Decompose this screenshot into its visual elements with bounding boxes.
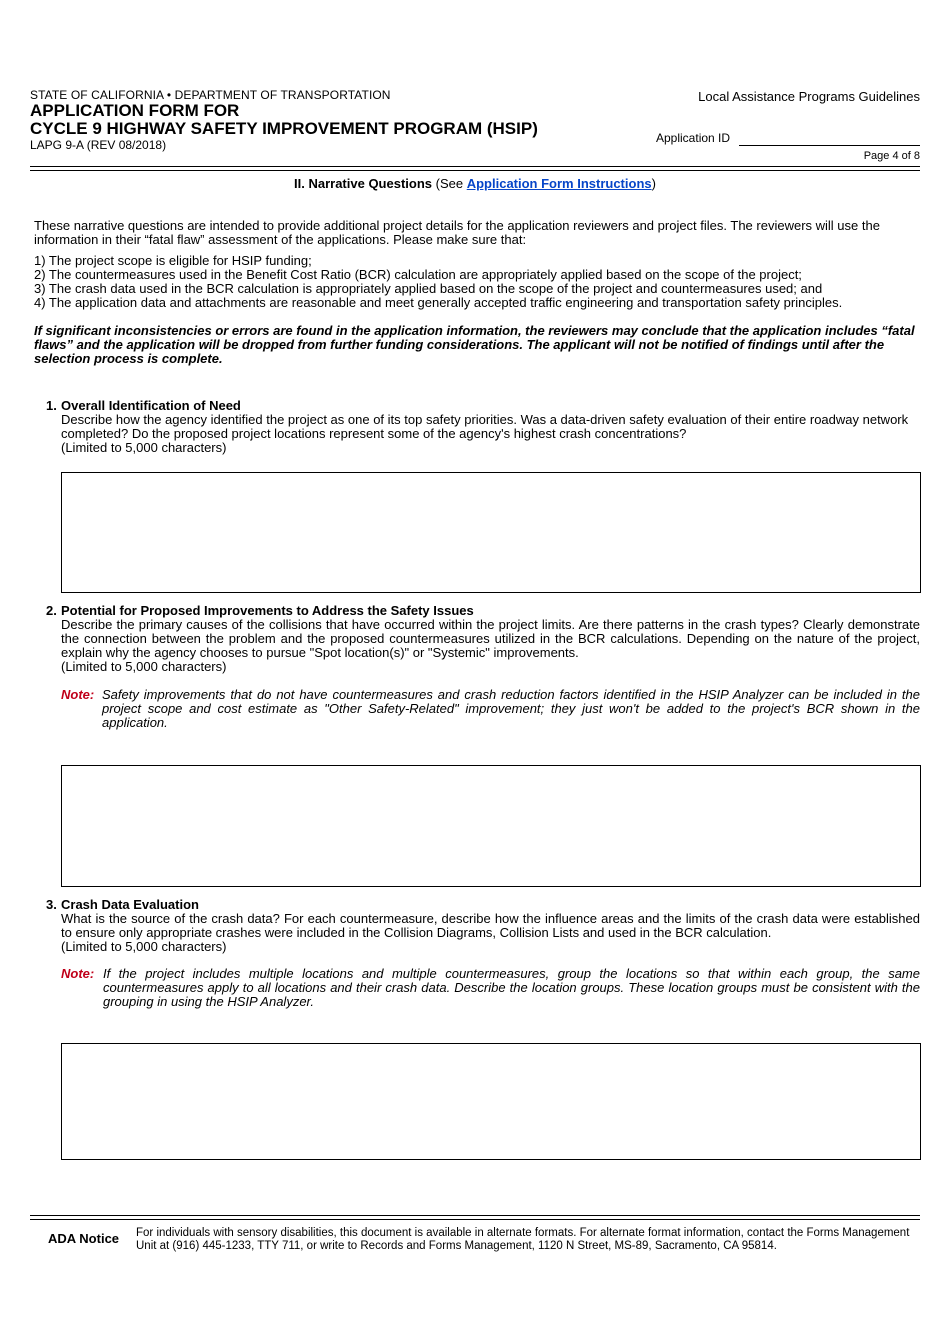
- form-number: LAPG 9-A (REV 08/2018): [30, 138, 167, 152]
- question-number: 3.: [46, 897, 57, 912]
- header-divider-top: [30, 166, 920, 167]
- checklist-item: 3) The crash data used in the BCR calculation is appropriately applied based on the scope of the project and countermeasures used; and: [34, 281, 823, 296]
- question-1: [46, 399, 920, 455]
- footer-divider-bottom: [30, 1219, 920, 1220]
- page-indicator: Page 4 of 8: [863, 150, 920, 162]
- section-title: II. Narrative Questions: [294, 176, 433, 191]
- question-number: 2.: [46, 603, 57, 618]
- application-id-label: Application ID: [656, 131, 731, 145]
- checklist-item: 4) The application data and attachments are reasonable and meet generally accepted traffic engineering and transportation safety principles.: [34, 295, 843, 310]
- application-id-field[interactable]: [739, 145, 920, 146]
- question-description: Describe the primary causes of the collisions that have occurred within the project limits. Are there patterns in the crash types? Clearly demonstrate the connection between the problem and the proposed countermeasures utilized in the BCR calculations. Depending on the nature of the project, explain why the agency chooses to pursue "Spot location(s)" or "Systemic" improvements.: [61, 617, 920, 660]
- question-title: Overall Identification of Need: [61, 398, 241, 413]
- see-suffix: ): [651, 176, 656, 191]
- agency-name: STATE OF CALIFORNIA • DEPARTMENT OF TRANSPORTATION: [30, 88, 391, 102]
- checklist-item: 2) The countermeasures used in the Benefit Cost Ratio (BCR) calculation are appropriately applied based on the scope of the project;: [34, 267, 802, 282]
- intro-paragraph: These narrative questions are intended to provide additional project details for the application reviewers and project files. The reviewers will use the information in their “fatal flaw” assessment of the applications. Please make sure that:: [34, 218, 880, 247]
- instructions-link[interactable]: Application Form Instructions: [466, 176, 652, 191]
- header-divider-bottom: [30, 170, 920, 171]
- form-title-line2: CYCLE 9 HIGHWAY SAFETY IMPROVEMENT PROGRAM (HSIP): [30, 119, 538, 138]
- answer-1-textarea[interactable]: [61, 472, 921, 593]
- note-2: [61, 688, 920, 730]
- checklist-item: 1) The project scope is eligible for HSIP funding;: [34, 253, 312, 268]
- guidelines-label: Local Assistance Programs Guidelines: [698, 89, 920, 104]
- character-limit: (Limited to 5,000 characters): [61, 659, 227, 674]
- question-title: Crash Data Evaluation: [61, 897, 199, 912]
- form-title-line1: APPLICATION FORM FOR: [30, 101, 240, 120]
- note-text: Safety improvements that do not have countermeasures and crash reduction factors identified in the HSIP Analyzer can be included in the project scope and cost estimate as "Other Safety-Related" improvement; they just won't be added to the project's BCR shown in the application.: [102, 687, 920, 730]
- character-limit: (Limited to 5,000 characters): [61, 440, 227, 455]
- question-description: Describe how the agency identified the project as one of its top safety priorities. Was a data-driven safety evaluation of their entire roadway network completed? Do the proposed project locations represent some of the agency's highest crash concentrations?: [61, 412, 909, 441]
- question-number: 1.: [46, 398, 57, 413]
- answer-3-textarea[interactable]: [61, 1043, 921, 1160]
- fatal-flaw-warning: If significant inconsistencies or errors are found in the application information, the reviewers may conclude that the application includes “fatal flaws” and the application will be dropped from further funding considerations. The applicant will not be notified of findings until after the selection process is complete.: [34, 323, 915, 366]
- character-limit: (Limited to 5,000 characters): [61, 939, 227, 954]
- footer-divider-top: [30, 1215, 920, 1216]
- question-title: Potential for Proposed Improvements to Address the Safety Issues: [61, 603, 474, 618]
- note-3: [61, 967, 920, 1009]
- section-heading: [30, 176, 920, 191]
- question-3: [46, 898, 920, 954]
- question-2: [46, 604, 920, 674]
- checklist: [34, 254, 920, 310]
- question-description: What is the source of the crash data? For each countermeasure, describe how the influence areas and the limits of the crash data were established to ensure only appropriate crashes were included in the Collision Diagrams, Collision Lists and used in the BCR calculation.: [61, 911, 920, 940]
- note-text: If the project includes multiple locations and multiple countermeasures, group the locations so that within each group, the same countermeasures apply to all locations and their crash data. Describe the location groups. These location groups must be consistent with the grouping in using the HSIP Analyzer.: [103, 966, 920, 1009]
- note-label: Note:: [61, 687, 95, 702]
- ada-notice-text: For individuals with sensory disabilities, this document is available in alternate formats. For alternate format information, contact the Forms Management Unit at (916) 445-1233, TTY 711, or write to Records and Forms Management, 1120 N Street, MS-89, Sacramento, CA 95814.: [136, 1227, 910, 1252]
- see-prefix: (See: [435, 176, 467, 191]
- answer-2-textarea[interactable]: [61, 765, 921, 887]
- note-label: Note:: [61, 966, 95, 981]
- ada-notice-title: ADA Notice: [48, 1231, 120, 1246]
